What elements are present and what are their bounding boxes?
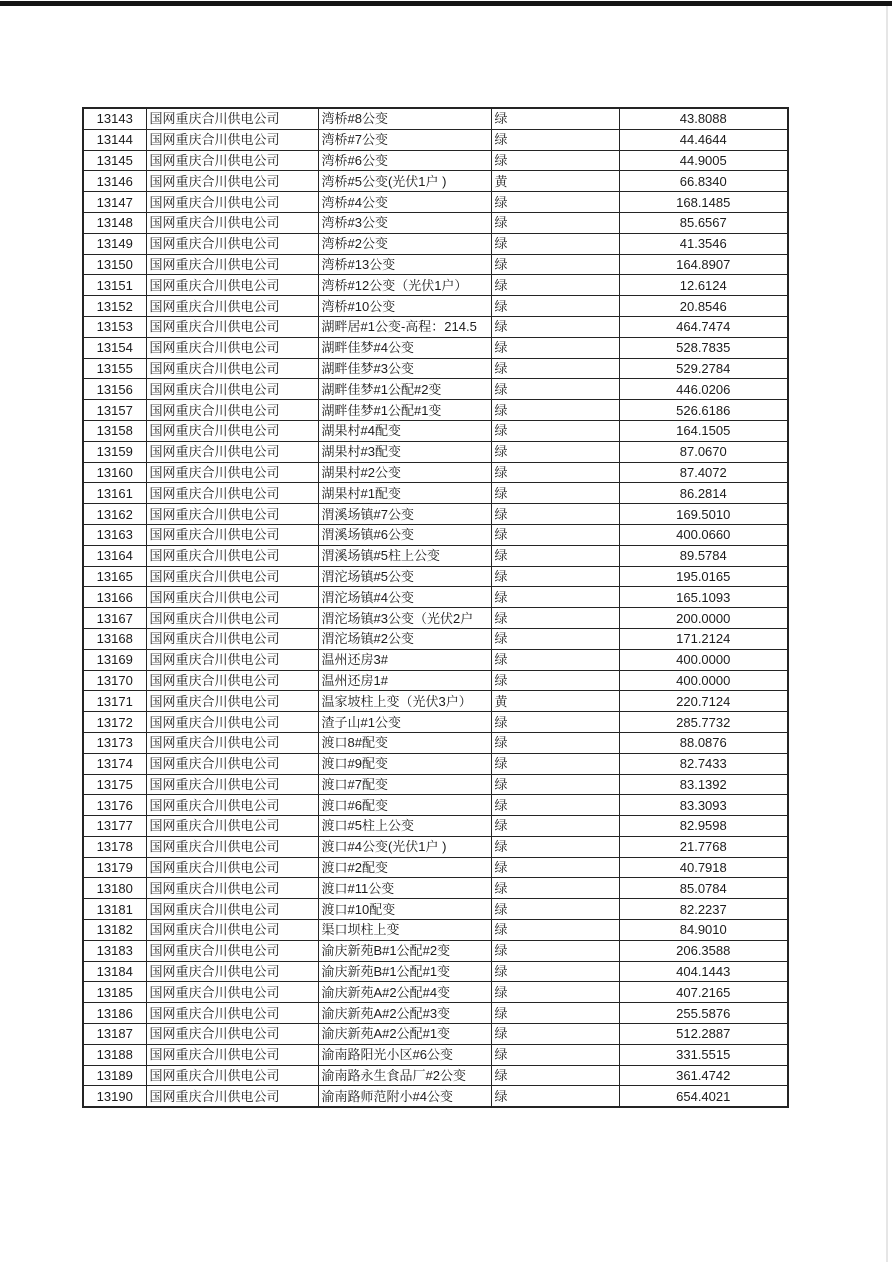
table-row bbox=[83, 483, 788, 504]
cell-value: 12.6124 bbox=[619, 275, 788, 296]
cell-id: 13190 bbox=[83, 1086, 146, 1107]
cell-value: 21.7768 bbox=[619, 836, 788, 857]
cell-id: 13161 bbox=[83, 483, 146, 504]
cell-id: 13188 bbox=[83, 1044, 146, 1065]
cell-status: 绿 bbox=[491, 816, 619, 837]
cell-company: 国网重庆合川供电公司 bbox=[146, 212, 318, 233]
cell-id: 13152 bbox=[83, 296, 146, 317]
cell-name: 渝庆新苑A#2公配#1变 bbox=[318, 1024, 491, 1045]
cell-status: 绿 bbox=[491, 628, 619, 649]
cell-id: 13171 bbox=[83, 691, 146, 712]
cell-value: 526.6186 bbox=[619, 400, 788, 421]
cell-name: 渡口#2配变 bbox=[318, 857, 491, 878]
cell-value: 87.4072 bbox=[619, 462, 788, 483]
cell-id: 13168 bbox=[83, 628, 146, 649]
cell-name: 温州还房1# bbox=[318, 670, 491, 691]
cell-company: 国网重庆合川供电公司 bbox=[146, 254, 318, 275]
cell-name: 渭沱场镇#2公变 bbox=[318, 628, 491, 649]
cell-company: 国网重庆合川供电公司 bbox=[146, 316, 318, 337]
cell-name: 渡口#5柱上公变 bbox=[318, 816, 491, 837]
cell-status: 绿 bbox=[491, 129, 619, 150]
table-row bbox=[83, 275, 788, 296]
cell-id: 13170 bbox=[83, 670, 146, 691]
cell-id: 13155 bbox=[83, 358, 146, 379]
cell-status: 绿 bbox=[491, 795, 619, 816]
table-row bbox=[83, 296, 788, 317]
table-row bbox=[83, 670, 788, 691]
cell-name: 湾桥#7公变 bbox=[318, 129, 491, 150]
cell-company: 国网重庆合川供电公司 bbox=[146, 795, 318, 816]
cell-company: 国网重庆合川供电公司 bbox=[146, 1024, 318, 1045]
cell-status: 绿 bbox=[491, 920, 619, 941]
cell-value: 164.8907 bbox=[619, 254, 788, 275]
transformer-load-table bbox=[82, 107, 789, 1108]
cell-company: 国网重庆合川供电公司 bbox=[146, 296, 318, 317]
cell-name: 湾桥#3公变 bbox=[318, 212, 491, 233]
cell-name: 湖果村#4配变 bbox=[318, 420, 491, 441]
cell-name: 湖畔佳梦#4公变 bbox=[318, 337, 491, 358]
table-row bbox=[83, 1024, 788, 1045]
cell-company: 国网重庆合川供电公司 bbox=[146, 940, 318, 961]
cell-value: 200.0000 bbox=[619, 608, 788, 629]
cell-company: 国网重庆合川供电公司 bbox=[146, 691, 318, 712]
table-row bbox=[83, 628, 788, 649]
cell-name: 渡口8#配变 bbox=[318, 732, 491, 753]
cell-value: 83.1392 bbox=[619, 774, 788, 795]
cell-name: 湖畔居#1公变-高程：214.5 bbox=[318, 316, 491, 337]
cell-status: 黄 bbox=[491, 171, 619, 192]
cell-company: 国网重庆合川供电公司 bbox=[146, 982, 318, 1003]
cell-value: 84.9010 bbox=[619, 920, 788, 941]
cell-value: 86.2814 bbox=[619, 483, 788, 504]
cell-status: 绿 bbox=[491, 420, 619, 441]
cell-company: 国网重庆合川供电公司 bbox=[146, 400, 318, 421]
cell-value: 20.8546 bbox=[619, 296, 788, 317]
cell-value: 44.9005 bbox=[619, 150, 788, 171]
cell-status: 绿 bbox=[491, 857, 619, 878]
cell-name: 湖畔佳梦#3公变 bbox=[318, 358, 491, 379]
table-row bbox=[83, 795, 788, 816]
cell-value: 168.1485 bbox=[619, 192, 788, 213]
cell-status: 绿 bbox=[491, 1024, 619, 1045]
cell-status: 绿 bbox=[491, 296, 619, 317]
cell-id: 13166 bbox=[83, 587, 146, 608]
cell-company: 国网重庆合川供电公司 bbox=[146, 150, 318, 171]
cell-name: 渭溪场镇#6公变 bbox=[318, 524, 491, 545]
cell-name: 湾桥#10公变 bbox=[318, 296, 491, 317]
cell-id: 13172 bbox=[83, 712, 146, 733]
cell-name: 渝庆新苑A#2公配#4变 bbox=[318, 982, 491, 1003]
cell-id: 13174 bbox=[83, 753, 146, 774]
cell-id: 13151 bbox=[83, 275, 146, 296]
cell-status: 绿 bbox=[491, 712, 619, 733]
cell-value: 82.9598 bbox=[619, 816, 788, 837]
cell-value: 171.2124 bbox=[619, 628, 788, 649]
cell-name: 渡口#10配变 bbox=[318, 899, 491, 920]
table-row bbox=[83, 233, 788, 254]
table-row bbox=[83, 753, 788, 774]
table-row bbox=[83, 774, 788, 795]
cell-name: 渡口#4公变(光伏1户 ) bbox=[318, 836, 491, 857]
cell-company: 国网重庆合川供电公司 bbox=[146, 379, 318, 400]
cell-id: 13154 bbox=[83, 337, 146, 358]
cell-company: 国网重庆合川供电公司 bbox=[146, 587, 318, 608]
table-row bbox=[83, 1003, 788, 1024]
cell-id: 13189 bbox=[83, 1065, 146, 1086]
cell-value: 446.0206 bbox=[619, 379, 788, 400]
cell-value: 85.0784 bbox=[619, 878, 788, 899]
cell-status: 绿 bbox=[491, 254, 619, 275]
cell-status: 绿 bbox=[491, 504, 619, 525]
cell-company: 国网重庆合川供电公司 bbox=[146, 462, 318, 483]
cell-value: 82.7433 bbox=[619, 753, 788, 774]
cell-company: 国网重庆合川供电公司 bbox=[146, 899, 318, 920]
table-row bbox=[83, 878, 788, 899]
cell-id: 13146 bbox=[83, 171, 146, 192]
cell-status: 绿 bbox=[491, 899, 619, 920]
table-row bbox=[83, 1086, 788, 1107]
cell-status: 绿 bbox=[491, 483, 619, 504]
cell-name: 渭沱场镇#3公变（光伏2户 bbox=[318, 608, 491, 629]
cell-id: 13159 bbox=[83, 441, 146, 462]
cell-name: 湖果村#2公变 bbox=[318, 462, 491, 483]
cell-id: 13169 bbox=[83, 649, 146, 670]
cell-status: 绿 bbox=[491, 566, 619, 587]
cell-status: 绿 bbox=[491, 212, 619, 233]
cell-status: 绿 bbox=[491, 878, 619, 899]
cell-name: 渭溪场镇#5柱上公变 bbox=[318, 545, 491, 566]
cell-id: 13165 bbox=[83, 566, 146, 587]
cell-id: 13158 bbox=[83, 420, 146, 441]
cell-name: 湾桥#6公变 bbox=[318, 150, 491, 171]
cell-value: 82.2237 bbox=[619, 899, 788, 920]
cell-status: 绿 bbox=[491, 1003, 619, 1024]
cell-status: 绿 bbox=[491, 524, 619, 545]
cell-value: 404.1443 bbox=[619, 961, 788, 982]
table-row bbox=[83, 732, 788, 753]
table-row bbox=[83, 441, 788, 462]
cell-id: 13182 bbox=[83, 920, 146, 941]
cell-value: 165.1093 bbox=[619, 587, 788, 608]
cell-status: 绿 bbox=[491, 400, 619, 421]
cell-value: 528.7835 bbox=[619, 337, 788, 358]
cell-company: 国网重庆合川供电公司 bbox=[146, 961, 318, 982]
cell-status: 绿 bbox=[491, 940, 619, 961]
cell-company: 国网重庆合川供电公司 bbox=[146, 1003, 318, 1024]
cell-status: 绿 bbox=[491, 150, 619, 171]
cell-status: 绿 bbox=[491, 732, 619, 753]
table-row bbox=[83, 254, 788, 275]
cell-status: 绿 bbox=[491, 275, 619, 296]
cell-company: 国网重庆合川供电公司 bbox=[146, 483, 318, 504]
cell-name: 渠口坝柱上变 bbox=[318, 920, 491, 941]
cell-name: 渣子山#1公变 bbox=[318, 712, 491, 733]
cell-id: 13185 bbox=[83, 982, 146, 1003]
cell-id: 13178 bbox=[83, 836, 146, 857]
table-row bbox=[83, 462, 788, 483]
cell-id: 13153 bbox=[83, 316, 146, 337]
cell-company: 国网重庆合川供电公司 bbox=[146, 732, 318, 753]
cell-value: 164.1505 bbox=[619, 420, 788, 441]
cell-name: 湖果村#1配变 bbox=[318, 483, 491, 504]
cell-id: 13160 bbox=[83, 462, 146, 483]
table-row bbox=[83, 171, 788, 192]
cell-id: 13148 bbox=[83, 212, 146, 233]
cell-company: 国网重庆合川供电公司 bbox=[146, 441, 318, 462]
table-row bbox=[83, 420, 788, 441]
cell-company: 国网重庆合川供电公司 bbox=[146, 920, 318, 941]
cell-status: 绿 bbox=[491, 545, 619, 566]
cell-status: 绿 bbox=[491, 233, 619, 254]
cell-status: 黄 bbox=[491, 691, 619, 712]
cell-status: 绿 bbox=[491, 670, 619, 691]
table-row bbox=[83, 587, 788, 608]
cell-value: 285.7732 bbox=[619, 712, 788, 733]
cell-value: 85.6567 bbox=[619, 212, 788, 233]
table-row bbox=[83, 857, 788, 878]
table-row bbox=[83, 316, 788, 337]
cell-name: 湖畔佳梦#1公配#1变 bbox=[318, 400, 491, 421]
cell-status: 绿 bbox=[491, 1065, 619, 1086]
table-row bbox=[83, 649, 788, 670]
cell-status: 绿 bbox=[491, 358, 619, 379]
cell-company: 国网重庆合川供电公司 bbox=[146, 545, 318, 566]
cell-value: 400.0000 bbox=[619, 649, 788, 670]
cell-status: 绿 bbox=[491, 441, 619, 462]
table-row bbox=[83, 566, 788, 587]
cell-company: 国网重庆合川供电公司 bbox=[146, 774, 318, 795]
cell-name: 温州还房3# bbox=[318, 649, 491, 670]
cell-id: 13150 bbox=[83, 254, 146, 275]
cell-id: 13186 bbox=[83, 1003, 146, 1024]
cell-name: 渝南路师范附小#4公变 bbox=[318, 1086, 491, 1107]
cell-status: 绿 bbox=[491, 192, 619, 213]
cell-id: 13144 bbox=[83, 129, 146, 150]
cell-company: 国网重庆合川供电公司 bbox=[146, 878, 318, 899]
table-body bbox=[83, 108, 788, 1107]
cell-status: 绿 bbox=[491, 1086, 619, 1107]
cell-value: 44.4644 bbox=[619, 129, 788, 150]
cell-company: 国网重庆合川供电公司 bbox=[146, 192, 318, 213]
cell-value: 654.4021 bbox=[619, 1086, 788, 1107]
cell-company: 国网重庆合川供电公司 bbox=[146, 670, 318, 691]
cell-value: 400.0000 bbox=[619, 670, 788, 691]
cell-status: 绿 bbox=[491, 836, 619, 857]
table-row bbox=[83, 358, 788, 379]
cell-company: 国网重庆合川供电公司 bbox=[146, 524, 318, 545]
table-row bbox=[83, 337, 788, 358]
cell-name: 渭沱场镇#5公变 bbox=[318, 566, 491, 587]
cell-value: 89.5784 bbox=[619, 545, 788, 566]
cell-value: 255.5876 bbox=[619, 1003, 788, 1024]
cell-company: 国网重庆合川供电公司 bbox=[146, 420, 318, 441]
cell-id: 13157 bbox=[83, 400, 146, 421]
cell-company: 国网重庆合川供电公司 bbox=[146, 649, 318, 670]
cell-id: 13180 bbox=[83, 878, 146, 899]
cell-name: 湾桥#2公变 bbox=[318, 233, 491, 254]
cell-value: 464.7474 bbox=[619, 316, 788, 337]
cell-status: 绿 bbox=[491, 961, 619, 982]
cell-id: 13176 bbox=[83, 795, 146, 816]
table-row bbox=[83, 691, 788, 712]
table-row bbox=[83, 1065, 788, 1086]
table-row bbox=[83, 940, 788, 961]
cell-id: 13145 bbox=[83, 150, 146, 171]
cell-id: 13164 bbox=[83, 545, 146, 566]
table-row bbox=[83, 712, 788, 733]
cell-id: 13167 bbox=[83, 608, 146, 629]
cell-value: 88.0876 bbox=[619, 732, 788, 753]
cell-status: 绿 bbox=[491, 608, 619, 629]
table-row bbox=[83, 545, 788, 566]
cell-value: 361.4742 bbox=[619, 1065, 788, 1086]
cell-value: 169.5010 bbox=[619, 504, 788, 525]
cell-company: 国网重庆合川供电公司 bbox=[146, 233, 318, 254]
cell-company: 国网重庆合川供电公司 bbox=[146, 358, 318, 379]
cell-id: 13187 bbox=[83, 1024, 146, 1045]
cell-value: 83.3093 bbox=[619, 795, 788, 816]
top-edge-bar bbox=[0, 1, 892, 6]
cell-name: 湾桥#12公变（光伏1户） bbox=[318, 275, 491, 296]
table-row bbox=[83, 129, 788, 150]
cell-company: 国网重庆合川供电公司 bbox=[146, 857, 318, 878]
cell-value: 400.0660 bbox=[619, 524, 788, 545]
cell-company: 国网重庆合川供电公司 bbox=[146, 1086, 318, 1107]
cell-id: 13162 bbox=[83, 504, 146, 525]
cell-name: 湾桥#4公变 bbox=[318, 192, 491, 213]
cell-name: 渡口#7配变 bbox=[318, 774, 491, 795]
cell-company: 国网重庆合川供电公司 bbox=[146, 836, 318, 857]
cell-name: 渡口#9配变 bbox=[318, 753, 491, 774]
cell-value: 529.2784 bbox=[619, 358, 788, 379]
cell-value: 331.5515 bbox=[619, 1044, 788, 1065]
cell-status: 绿 bbox=[491, 753, 619, 774]
cell-company: 国网重庆合川供电公司 bbox=[146, 753, 318, 774]
table-row bbox=[83, 400, 788, 421]
table-row bbox=[83, 108, 788, 129]
cell-name: 渝庆新苑A#2公配#3变 bbox=[318, 1003, 491, 1024]
cell-company: 国网重庆合川供电公司 bbox=[146, 628, 318, 649]
table-row bbox=[83, 608, 788, 629]
cell-value: 66.8340 bbox=[619, 171, 788, 192]
cell-value: 407.2165 bbox=[619, 982, 788, 1003]
cell-value: 512.2887 bbox=[619, 1024, 788, 1045]
cell-id: 13183 bbox=[83, 940, 146, 961]
cell-company: 国网重庆合川供电公司 bbox=[146, 171, 318, 192]
cell-value: 206.3588 bbox=[619, 940, 788, 961]
cell-company: 国网重庆合川供电公司 bbox=[146, 129, 318, 150]
cell-name: 渝庆新苑B#1公配#1变 bbox=[318, 961, 491, 982]
cell-company: 国网重庆合川供电公司 bbox=[146, 1044, 318, 1065]
cell-name: 渭溪场镇#7公变 bbox=[318, 504, 491, 525]
cell-name: 渡口#11公变 bbox=[318, 878, 491, 899]
cell-status: 绿 bbox=[491, 337, 619, 358]
cell-name: 湖畔佳梦#1公配#2变 bbox=[318, 379, 491, 400]
table-row bbox=[83, 982, 788, 1003]
cell-name: 渝庆新苑B#1公配#2变 bbox=[318, 940, 491, 961]
table-row bbox=[83, 920, 788, 941]
cell-name: 温家坡柱上变（光伏3户） bbox=[318, 691, 491, 712]
table-row bbox=[83, 836, 788, 857]
cell-company: 国网重庆合川供电公司 bbox=[146, 566, 318, 587]
cell-value: 40.7918 bbox=[619, 857, 788, 878]
table-row bbox=[83, 524, 788, 545]
cell-id: 13177 bbox=[83, 816, 146, 837]
cell-id: 13149 bbox=[83, 233, 146, 254]
cell-id: 13175 bbox=[83, 774, 146, 795]
table-row bbox=[83, 504, 788, 525]
cell-status: 绿 bbox=[491, 316, 619, 337]
cell-company: 国网重庆合川供电公司 bbox=[146, 504, 318, 525]
cell-company: 国网重庆合川供电公司 bbox=[146, 275, 318, 296]
cell-id: 13179 bbox=[83, 857, 146, 878]
cell-value: 43.8088 bbox=[619, 108, 788, 129]
cell-company: 国网重庆合川供电公司 bbox=[146, 712, 318, 733]
cell-name: 渡口#6配变 bbox=[318, 795, 491, 816]
cell-name: 湾桥#13公变 bbox=[318, 254, 491, 275]
cell-name: 湾桥#5公变(光伏1户 ) bbox=[318, 171, 491, 192]
cell-name: 湖果村#3配变 bbox=[318, 441, 491, 462]
cell-company: 国网重庆合川供电公司 bbox=[146, 816, 318, 837]
cell-status: 绿 bbox=[491, 108, 619, 129]
cell-id: 13181 bbox=[83, 899, 146, 920]
table-row bbox=[83, 961, 788, 982]
table-row bbox=[83, 150, 788, 171]
cell-company: 国网重庆合川供电公司 bbox=[146, 337, 318, 358]
table-row bbox=[83, 1044, 788, 1065]
cell-id: 13143 bbox=[83, 108, 146, 129]
cell-status: 绿 bbox=[491, 774, 619, 795]
cell-status: 绿 bbox=[491, 462, 619, 483]
cell-company: 国网重庆合川供电公司 bbox=[146, 108, 318, 129]
page-right-edge-line bbox=[886, 6, 888, 1262]
cell-id: 13173 bbox=[83, 732, 146, 753]
table-row bbox=[83, 379, 788, 400]
cell-value: 41.3546 bbox=[619, 233, 788, 254]
cell-name: 湾桥#8公变 bbox=[318, 108, 491, 129]
cell-name: 渭沱场镇#4公变 bbox=[318, 587, 491, 608]
cell-status: 绿 bbox=[491, 1044, 619, 1065]
cell-id: 13147 bbox=[83, 192, 146, 213]
cell-company: 国网重庆合川供电公司 bbox=[146, 1065, 318, 1086]
cell-value: 220.7124 bbox=[619, 691, 788, 712]
cell-id: 13156 bbox=[83, 379, 146, 400]
cell-id: 13184 bbox=[83, 961, 146, 982]
table-row bbox=[83, 899, 788, 920]
cell-id: 13163 bbox=[83, 524, 146, 545]
cell-name: 渝南路阳光小区#6公变 bbox=[318, 1044, 491, 1065]
cell-status: 绿 bbox=[491, 982, 619, 1003]
cell-status: 绿 bbox=[491, 587, 619, 608]
cell-value: 195.0165 bbox=[619, 566, 788, 587]
table-row bbox=[83, 212, 788, 233]
table-row bbox=[83, 816, 788, 837]
cell-status: 绿 bbox=[491, 379, 619, 400]
cell-name: 渝南路永生食品厂#2公变 bbox=[318, 1065, 491, 1086]
cell-company: 国网重庆合川供电公司 bbox=[146, 608, 318, 629]
cell-value: 87.0670 bbox=[619, 441, 788, 462]
cell-status: 绿 bbox=[491, 649, 619, 670]
table-row bbox=[83, 192, 788, 213]
